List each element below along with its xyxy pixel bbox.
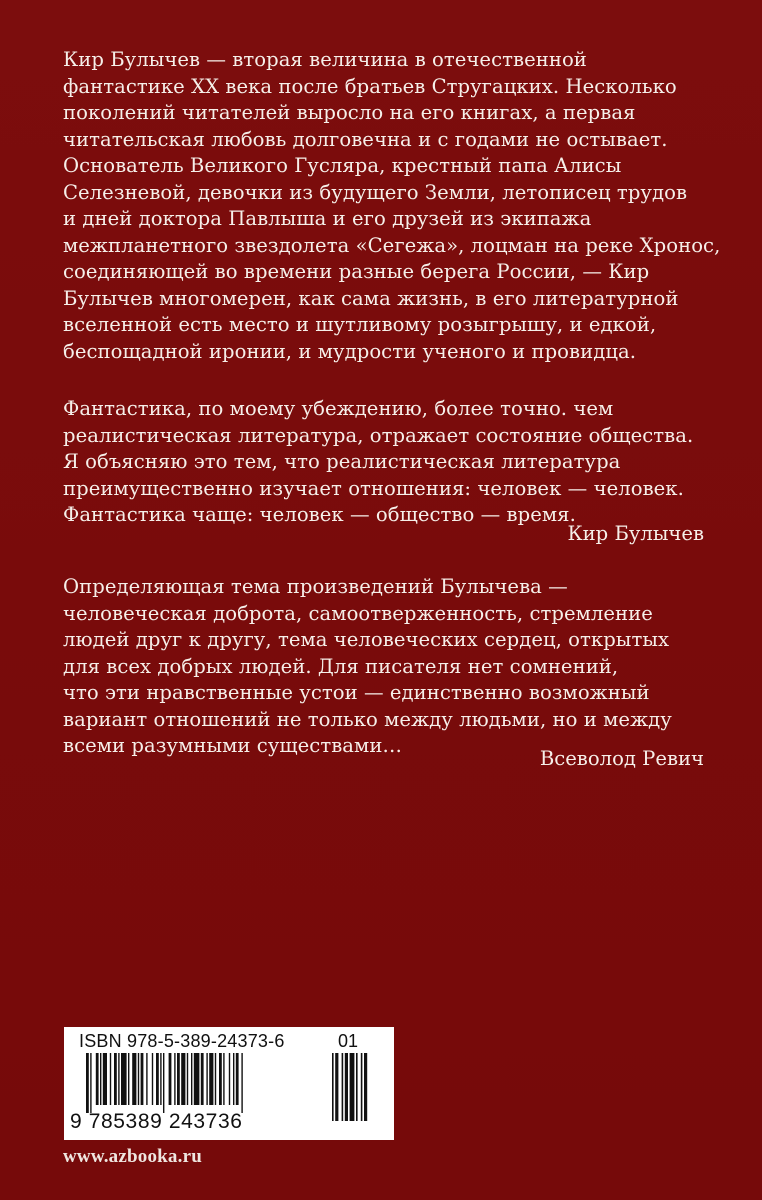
barcode-bar — [169, 1053, 172, 1105]
critic-quote — [63, 574, 703, 760]
text-line: всеми разумными существами… — [63, 734, 403, 757]
text-line: фантастике XX века после братьев Стругацких. Несколько — [63, 74, 677, 98]
barcode-bar — [177, 1053, 180, 1105]
barcode-bar — [128, 1053, 129, 1105]
barcode-bar — [132, 1053, 136, 1105]
publisher-website: www.azbooka.ru — [63, 1146, 202, 1167]
text-line: читательская любовь долговечна и с годами не остывает. — [63, 127, 668, 151]
author-description — [63, 47, 721, 365]
barcode-bar — [103, 1053, 107, 1105]
barcode-digits: 9 785389 243736 — [70, 1110, 243, 1133]
barcode-bar — [114, 1053, 117, 1105]
barcode-bar — [233, 1053, 234, 1105]
text-line: людей друг к другу, тема человеческих сердец, открытых — [63, 628, 670, 651]
barcode-bar — [156, 1053, 159, 1105]
isbn-barcode — [64, 1027, 394, 1140]
barcode-bar — [121, 1053, 127, 1105]
barcode-bar — [187, 1053, 188, 1105]
barcode-bar — [342, 1053, 344, 1121]
text-line: человеческая доброта, самоотверженность, стремление — [63, 601, 653, 625]
text-line: Я объясняю это тем, что реалистическая литература — [63, 450, 621, 473]
barcode-bar — [223, 1053, 224, 1105]
barcode-bar — [361, 1053, 363, 1121]
barcode-bar — [194, 1053, 200, 1105]
barcode-bar — [356, 1053, 358, 1121]
author-quote — [63, 396, 703, 529]
text-line: для всех добрых людей. Для писателя нет сомнений, — [63, 654, 619, 678]
barcode-bar — [160, 1053, 161, 1105]
barcode-bar — [138, 1053, 139, 1105]
barcode-bar — [206, 1053, 207, 1105]
barcode-bar — [118, 1053, 119, 1105]
text-line: Булычев многомерен, как сама жизнь, в его литературной — [63, 286, 679, 310]
barcode-addon-number: 01 — [338, 1031, 359, 1051]
text-line: поколений читателей выросло на его книгах, а первая — [63, 101, 636, 124]
text-line: и дней доктора Павлыша и его друзей из экипажа — [63, 207, 592, 230]
barcode-bar — [332, 1053, 334, 1121]
quote-attribution: Кир Булычев — [567, 522, 704, 545]
barcode-bar — [90, 1053, 91, 1113]
text-line: что эти нравственные устои — единственно возможный — [63, 681, 650, 704]
text-line: Фантастика, по моему убеждению, более точно. чем — [63, 397, 614, 420]
barcode-bar — [364, 1053, 367, 1121]
barcode-bar — [215, 1053, 216, 1105]
barcode-bar — [174, 1053, 175, 1105]
text-line: вариант отношений не только между людьми, но и между — [63, 707, 672, 731]
barcode-bar — [241, 1053, 242, 1113]
barcode-bar — [191, 1053, 192, 1105]
barcode-bar — [152, 1053, 153, 1105]
text-line: преимущественно изучает отношения: человек — человек. — [63, 476, 684, 500]
barcode-bar — [335, 1053, 338, 1121]
barcode-bar — [86, 1053, 89, 1113]
barcode-bar — [350, 1053, 355, 1121]
text-line: Основатель Великого Гусляра, крестный папа Алисы — [63, 154, 622, 177]
barcode-bar — [96, 1053, 99, 1105]
barcode-bar — [146, 1053, 147, 1105]
text-line: Определяющая тема произведений Булычева — — [63, 575, 568, 598]
barcode-bar — [110, 1053, 111, 1105]
barcode-bar — [163, 1053, 164, 1113]
barcode-bar — [236, 1053, 239, 1105]
text-line: Фантастика чаще: человек — общество — время. — [63, 503, 576, 526]
barcode-bar — [201, 1053, 204, 1105]
text-line: соединяющей во времени разные берега России, — Кир — [63, 260, 650, 283]
text-line: Селезневой, девочки из будущего Земли, летописец трудов — [63, 180, 688, 204]
text-line: реалистическая литература, отражает состояние общества. — [63, 423, 694, 447]
text-line: вселенной есть место и шутливому розыгрышу, и едкой, — [63, 313, 657, 336]
barcode-bar — [219, 1053, 222, 1105]
barcode-bar — [141, 1053, 144, 1105]
barcode-bar — [181, 1053, 185, 1105]
text-line: межпланетного звездолета «Сегежа», лоцман на реке Хронос, — [63, 233, 721, 257]
text-line: беспощадной иронии, и мудрости ученого и провидца. — [63, 339, 636, 363]
isbn-label: ISBN 978-5-389-24373-6 — [79, 1031, 285, 1051]
barcode-bar — [229, 1053, 230, 1105]
barcode-bar — [100, 1053, 101, 1105]
barcode-bar — [209, 1053, 213, 1105]
quote-attribution: Всеволод Ревич — [539, 747, 704, 770]
barcode-bar — [345, 1053, 348, 1121]
text-line: Кир Булычев — вторая величина в отечественной — [63, 48, 587, 71]
